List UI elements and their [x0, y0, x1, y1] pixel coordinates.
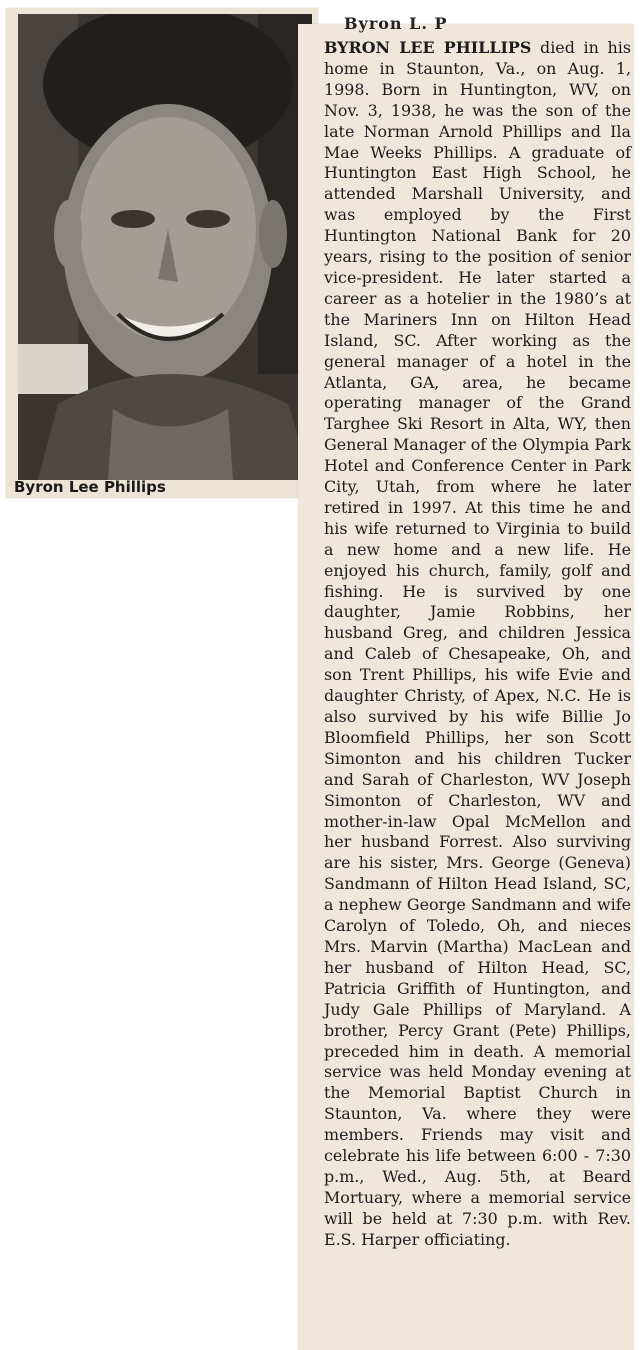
portrait-image — [18, 14, 312, 480]
obituary-clipping — [298, 14, 634, 1350]
obituary-text — [324, 38, 631, 1251]
photo-caption: Byron Lee Phillips — [14, 478, 166, 496]
obituary-body: died in his home in Staunton, Va., on Aug. 1, 1998. Born in Huntington, WV, on Nov. 3, 1938, he was the son of the late Norman Arnold Phillips and Ila Mae Weeks Phillips. A graduate of Huntington East High School, he attended Marshall University, and was employed by the First Huntington National Bank for 20 years, rising to the position of senior vice-president. He later started a career as a hotelier in the 1980’s at the Mariners Inn on Hilton Head Island, SC. After working as the general manager of a hotel in the Atlanta, GA, area, he became operating manager of the Grand Targhee Ski Resort in Alta, WY, then General Manager of the Olympia Park Hotel and Conference Center in Park City, Utah, from where he later retired in 1997. At this time he and his wife returned to Virginia to build a new home and a new life. He enjoyed his church, family, golf and fishing. He is survived by one daughter, Jamie Robbins, her husband Greg, and children Jessica and Caleb of Chesapeake, Oh, and son Trent Phillips, his wife Evie and daughter Christy, of Apex, N.C. He is also survived by his wife Billie Jo Bloomfield Phillips, her son Scott Simonton and his children Tucker and Sarah of Charleston, WV Joseph Simonton of Charleston, WV and mother-in-law Opal McMellon and her husband Forrest. Also surviving are his sister, Mrs. George (Geneva) Sandmann of Hilton Head Island, SC, a nephew George Sandmann and wife Carolyn of Toledo, Oh, and nieces Mrs. Marvin (Martha) MacLean and her husband of Hilton Head, SC, Patricia Griffith of Huntington, and Judy Gale Phillips of Maryland. A brother, Percy Grant (Pete) Phillips, preceded him in death. A memorial service was held Monday evening at the Memorial Baptist Church in Staunton, Va. where they were members. Friends may visit and celebrate his life between 6:00 - 7:30 p.m., Wed., Aug. 5th, at Beard Mortuary, where a memorial service will be held at 7:30 p.m. with Rev. E.S. Harper officiating. — [324, 38, 631, 1249]
photo-clipping — [6, 8, 318, 498]
cut-off-header: Byron L. P — [344, 14, 448, 33]
deceased-name: BYRON LEE PHILLIPS — [324, 38, 532, 57]
portrait-photo — [18, 14, 312, 480]
